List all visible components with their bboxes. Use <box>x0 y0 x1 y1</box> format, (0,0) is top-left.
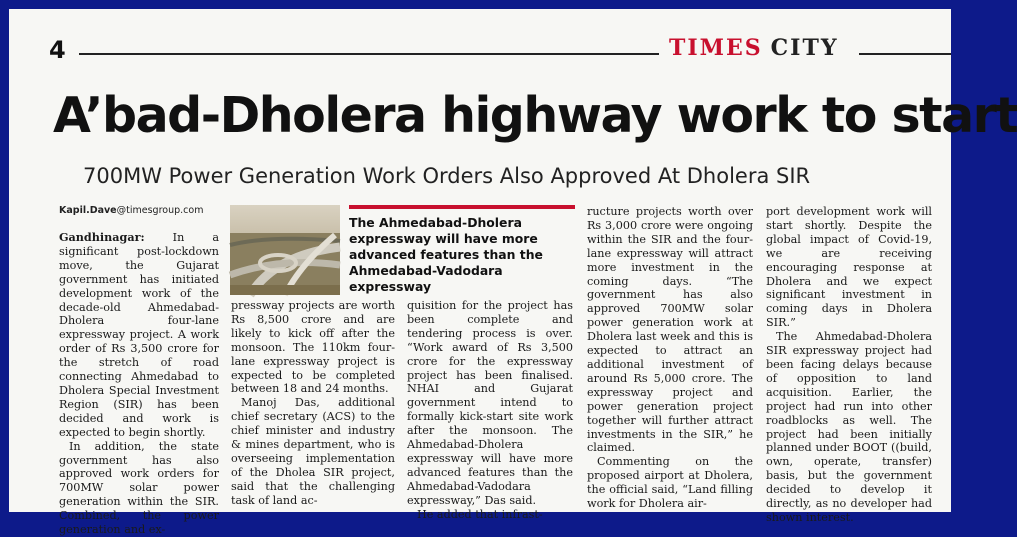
paragraph: pressway projects are worth Rs 8,500 crore and are likely to kick off after the monsoon. The 110km four-lane expressway project is expected to be completed between 18 and 24 months. <box>231 299 395 396</box>
paragraph: Commenting on the proposed airport at Dholera, the official said, “Land filling work for Dholera air- <box>587 455 753 511</box>
paragraph <box>59 231 219 440</box>
highway-photo <box>230 205 340 295</box>
byline-name: Kapil.Dave <box>59 205 117 216</box>
article-column-4 <box>587 205 753 511</box>
byline <box>59 205 203 216</box>
article-column-5 <box>766 205 932 525</box>
pull-quote-text: The Ahmedabad-Dholera expressway will have more advanced features than the Ahmedabad-Vadodara expressway <box>349 215 543 294</box>
paragraph: In addition, the state government has also approved work orders for 700MW solar power generation within the SIR. Combined, the power generation and ex- <box>59 439 219 537</box>
pull-quote <box>349 205 575 294</box>
headline: A’bad-Dholera highway work to start <box>53 87 1017 144</box>
paragraph: He added that infrast- <box>417 507 543 521</box>
article-column-2 <box>231 299 395 508</box>
highway-interchange-image <box>230 205 340 295</box>
paragraph-text: In a significant post-lockdown move, the Gujarat government has initiated development work of the decade-old Ahmedabad-Dholera four-lane expressway project. A work order of Rs 3,500 crore for the stretch of road connecting Ahmedabad to Dholera Special Investment Region (SIR) has been decided and work is expected to begin shortly. <box>59 231 219 439</box>
subheadline: 700MW Power Generation Work Orders Also Approved At Dholera SIR <box>83 164 811 188</box>
newspaper-page <box>9 9 1017 537</box>
brand-times: TIMES <box>669 35 763 61</box>
page-number: 4 <box>49 36 66 64</box>
dateline: Gandhinagar: <box>59 230 145 244</box>
paragraph: ructure projects worth over Rs 3,000 crore were ongoing within the SIR and the four-lane expressway will attract more investment in the coming days. “The government has also approved 700MW solar power generation work at Dholera last week and this is expected to attract an additional investment of around Rs 5,000 crore. The expressway project and power generation project together will further attract investments in the SIR,” he claimed. <box>587 205 753 455</box>
paragraph: port development work will start shortly. Despite the global impact of Covid-19, we are receiving encouraging response at Dholera and we expect significant investment in coming days in Dholera SIR.” <box>766 205 932 330</box>
article-column-3 <box>407 299 573 522</box>
section-brand <box>669 35 839 61</box>
article-column-1 <box>59 231 219 537</box>
byline-handle: @timesgroup.com <box>116 205 204 216</box>
paragraph: The Ahmedabad-Dholera SIR expressway project had been facing delays because of opposition to land acquisition. Earlier, the project had run into other roadblocks as well. The project had been initially planned under BOOT ((build, own, operate, transfer) basis, but the government decided to develop it directly, as no developer had shown interest. <box>766 330 932 524</box>
paragraph: quisition for the project has been complete and tendering process is over. “Work award of Rs 3,500 crore for the expressway project has been finalised. NHAI and Gujarat government intend to formally kick-start site work after the monsoon. The Ahmedabad-Dholera expressway will have more advanced features than the Ahmedabad-Vadodara expressway,” Das said. <box>407 299 573 507</box>
header-rule <box>79 53 659 55</box>
brand-city: CITY <box>770 35 839 61</box>
pull-quote-bar <box>349 205 575 209</box>
paragraph: Manoj Das, additional chief secretary (ACS) to the chief minister and industry & mines department, who is overseeing implementation of the Dholea SIR project, said that the challenging task of land ac- <box>231 396 395 507</box>
brand-rule <box>859 53 951 55</box>
